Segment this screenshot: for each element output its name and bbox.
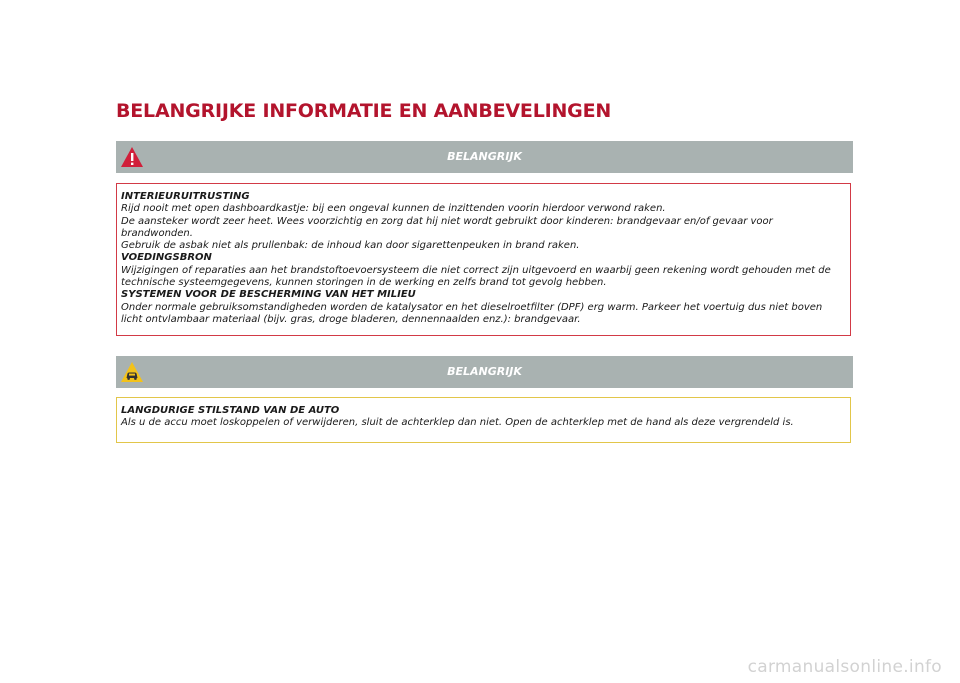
paragraph: Onder normale gebruiksomstandigheden worden de katalysator en het dieselroetfilter (DPF) erg warm. Parkeer het voertuig dus niet boven licht ontvlambaar materiaal (bijv. gras, droge bladeren, dennennaalden enz.): brandgevaar. [121,301,823,325]
section-heading: VOEDINGSBRON [121,252,212,264]
banner-label: BELANGRIJK [447,150,522,163]
warning-banner [116,141,853,173]
paragraph: Gebruik de asbak niet als prullenbak: de inhoud kan door sigarettenpeuken in brand raken. [121,240,580,252]
warning-box [116,183,851,336]
notice-banner [116,356,853,388]
banner-label: BELANGRIJK [447,365,522,378]
section-heading: INTERIEURUITRUSTING [121,191,250,202]
watermark-text: carmanualsonline.info [747,657,942,677]
section-heading: LANGDURIGE STILSTAND VAN DE AUTO [121,405,340,416]
paragraph: Rijd nooit met open dashboardkastje: bij een ongeval kunnen de inzittenden voorin hierdoor verwond raken. [121,203,666,215]
paragraph: Wijzigingen of reparaties aan het brandstoftoevoersysteem die niet correct zijn uitgevoerd en waarbij geen rekening wordt gehouden met de technische systeemgegevens, kunnen storingen in de werking en zelfs brand tot gevolg hebben. [121,264,831,289]
notice-box [116,397,851,443]
section-heading: SYSTEMEN VOOR DE BESCHERMING VAN HET MILIEU [121,289,416,301]
page-title: BELANGRIJKE INFORMATIE EN AANBEVELINGEN [116,100,612,122]
paragraph: De aansteker wordt zeer heet. Wees voorzichtig en zorg dat hij niet wordt gebruikt door kinderen: brandgevaar en/of gevaar voor brandwonden. [121,215,773,239]
paragraph: Als u de accu moet loskoppelen of verwijderen, sluit de achterklep dan niet. Open de achterklep met de hand als deze vergrendeld is. [121,417,794,429]
